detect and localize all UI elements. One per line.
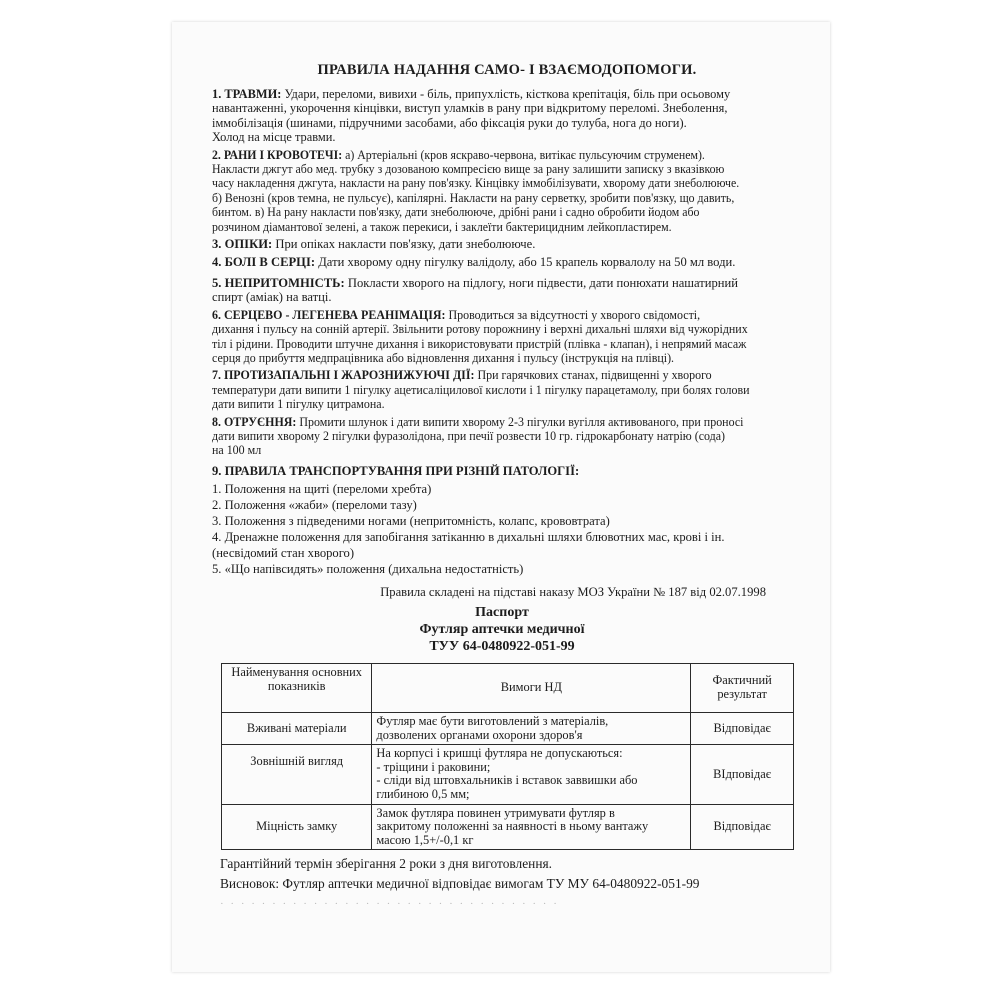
legal-basis: Правила складені на підставі наказу МОЗ України № 187 від 02.07.1998 <box>380 585 766 600</box>
section-text: Удари, переломи, вивихи - біль, припухлість, кісткова крепітація, біль при осьовому <box>281 87 731 101</box>
cell-line: Замок футляра повинен утримувати футляр в <box>376 805 615 820</box>
warranty-note: Гарантійний термін зберігання 2 роки з дня виготовлення. <box>220 856 553 871</box>
section-text: часу накладення джгута, накласти на рану пов'язку. Кінцівку іммобілізувати, хворому дати знеболююче. <box>212 176 740 191</box>
table-row <box>222 713 794 745</box>
section-text: серця до прибуття медпрацівника або відновлення дихання і пульсу (інструкція на плівці). <box>212 350 675 365</box>
section-text: дати випити 1 пігулку цитрамона. <box>212 397 385 412</box>
table-header: Найменування основних показників <box>222 664 372 713</box>
passport-heading <box>212 604 792 655</box>
cell-line: масою 1,5+/-0,1 кг <box>376 832 474 847</box>
section-text: розчином діамантової зелені, а також перекиси, і заклеїти бактерицидним лейкопластирем. <box>212 219 672 234</box>
passport-subtitle: Футляр аптечки медичної <box>419 622 585 638</box>
section-text: дихання і пульсу на сонній артерії. Звільнити ротову порожнину і верхні дихальні шляхи від чужорідних <box>212 322 748 337</box>
list-item: 1. Положення на щиті (переломи хребта) <box>212 482 432 497</box>
section-heading: 2. РАНИ І КРОВОТЕЧІ: <box>212 147 343 162</box>
section-fainting <box>212 276 792 305</box>
section-text: Дати хворому одну пігулку валідолу, або 15 крапель корвалолу на 50 мл води. <box>315 255 736 270</box>
table-cell: ВІдповідає <box>691 745 794 804</box>
document-page <box>172 22 830 972</box>
passport-title: Паспорт <box>475 605 529 621</box>
section-heading: 8. ОТРУЄННЯ: <box>212 414 297 429</box>
cell-line: закритому положенні за наявності в ньому вантажу <box>376 819 649 834</box>
section-text: бинтом. в) На рану накласти пов'язку, дати знеболююче, дрібні рани і садно обробити йодом або <box>212 205 700 220</box>
cell-line: - сліди від штовхальників і вставок заввишки або <box>376 773 638 788</box>
section-heading: 4. БОЛІ В СЕРЦІ: <box>212 255 316 270</box>
list-item: 3. Положення з підведеними ногами (непритомність, колапс, крововтрата) <box>212 514 610 529</box>
section-wounds <box>212 148 757 234</box>
section-cpr <box>212 308 763 366</box>
cell-line: глибиною 0,5 мм; <box>376 786 470 801</box>
table-cell: Відповідає <box>691 804 794 850</box>
table-header: Фактичний результат <box>691 664 794 713</box>
table-header-row <box>222 664 794 713</box>
table-cell: Зовнішній вигляд <box>222 745 372 804</box>
passport-code: ТУУ 64-0480922-051-99 <box>429 639 575 655</box>
section-text: а) Артеріальні (кров яскраво-червона, витікає пульсуючим струменем). <box>342 147 705 162</box>
section-text: При гарячкових станах, підвищенні у хворого <box>474 368 712 383</box>
section-transport <box>212 464 792 478</box>
section-heading: 3. ОПІКИ: <box>212 237 273 252</box>
table-row <box>222 745 794 804</box>
section-text: Промити шлунок і дати випити хворому 2-3 пігулки вугілля активованого, при проносі <box>296 414 744 429</box>
section-text: тіл і рідини. Проводити штучне дихання і використовувати пристрій (плівка - клапан), і непрямий масаж <box>212 336 747 351</box>
section-text: температури дати випити 1 пігулку ацетисаліцилової кислоти і 1 пігулку парацетамолу, при болях голови <box>212 382 750 397</box>
section-text: Накласти джгут або мед. трубку з дозованою компресією вище за рану залишити записку з вказівкою <box>212 162 725 177</box>
section-text: дати випити хворому 2 пігулки фуразолідона, при печії розвести 10 гр. гідрокарбонату натрію (сода) <box>212 428 726 443</box>
faint-print-line: · · · · · · · · · · · · · · · · · · · · · · · · · · · · · · · · · <box>220 898 559 910</box>
list-item: 2. Положення «жаби» (переломи тазу) <box>212 498 417 513</box>
section-antipyretic <box>212 368 763 411</box>
document-content <box>212 62 792 655</box>
table-cell <box>372 804 691 850</box>
section-text: Покласти хворого на підлогу, ноги підвести, дати понюхати нашатирний <box>344 275 738 290</box>
section-text: навантаженні, укорочення кінцівки, виступ уламків в рану при відкритому переломі. Знеболення, <box>212 101 728 116</box>
table-cell: Відповідає <box>691 713 794 745</box>
section-text: б) Венозні (кров темна, не пульсує), капілярні. Накласти на рану серветку, зробити пов'язку, що давить, <box>212 190 735 205</box>
section-text: При опіках накласти пов'язку, дати знеболююче. <box>272 237 536 252</box>
section-heading: 7. ПРОТИЗАПАЛЬНІ І ЖАРОЗНИЖУЮЧІ ДІЇ: <box>212 368 475 383</box>
cell-line: Футляр має бути виготовлений з матеріалів, <box>376 714 609 728</box>
section-poisoning <box>212 415 763 458</box>
list-item: 4. Дренажне положення для запобігання затіканню в дихальні шляхи блювотних мас, крові і ін. <box>212 530 725 545</box>
table-cell <box>372 713 691 745</box>
section-text: спирт (аміак) на ватці. <box>212 290 332 305</box>
document-title: ПРАВИЛА НАДАННЯ САМО- І ВЗАЄМОДОПОМОГИ. <box>317 62 697 78</box>
section-text: іммобілізація (шинами, підручними засобами, або фіксація руки до тулуба, нога до ноги). <box>212 115 687 130</box>
table-cell <box>372 745 691 804</box>
transport-list <box>212 481 792 577</box>
section-heading: 9. ПРАВИЛА ТРАНСПОРТУВАННЯ ПРИ РІЗНІЙ ПАТОЛОГІЇ: <box>212 463 580 478</box>
table-cell: Міцність замку <box>222 804 372 850</box>
table-header: Вимоги НД <box>372 664 691 713</box>
list-item: 5. «Що напівсидять» положення (дихальна недостатність) <box>212 562 524 577</box>
section-heading: 5. НЕПРИТОМНІСТЬ: <box>212 275 345 290</box>
list-item: (несвідомий стан хворого) <box>212 546 355 561</box>
conclusion-note: Висновок: Футляр аптечки медичної відповідає вимогам ТУ МУ 64-0480922-051-99 <box>220 876 700 891</box>
cell-line: - тріщини і раковини; <box>376 759 491 774</box>
cell-line: дозволених органами охорони здоров'я <box>376 727 583 742</box>
section-text: Холод на місце травми. <box>212 130 336 145</box>
section-text: Проводиться за відсутності у хворого свідомості, <box>445 307 701 322</box>
table-row <box>222 804 794 850</box>
section-heart-pain <box>212 255 792 269</box>
section-injuries <box>212 87 783 145</box>
section-text: на 100 мл <box>212 443 262 458</box>
section-burns <box>212 237 792 251</box>
passport-table <box>221 663 794 850</box>
section-heading: 1. ТРАВМИ: <box>212 87 282 101</box>
table-cell: Вживані матеріали <box>222 713 372 745</box>
cell-line: На корпусі і кришці футляра не допускаються: <box>376 746 623 761</box>
section-heading: 6. СЕРЦЕВО - ЛЕГЕНЕВА РЕАНІМАЦІЯ: <box>212 307 446 322</box>
